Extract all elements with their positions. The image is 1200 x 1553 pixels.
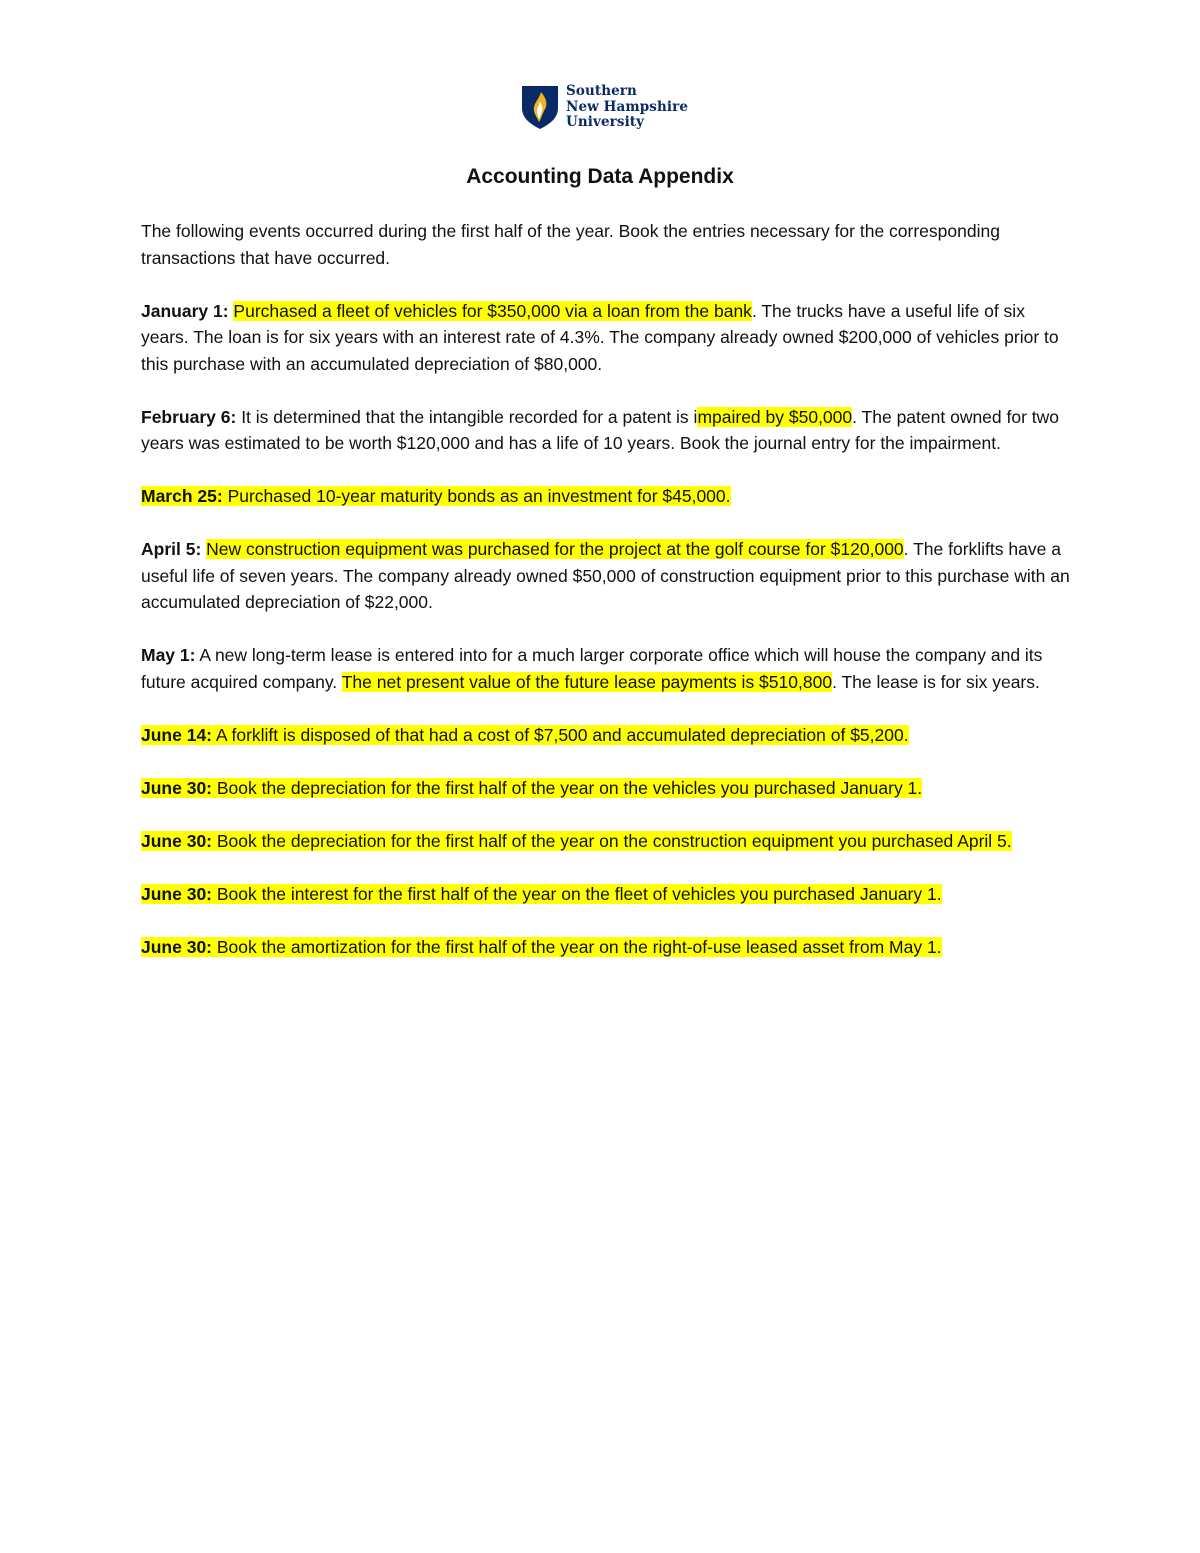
entry-text: Book the depreciation for the first half of the year on the vehicles you purchased January 1. <box>216 777 923 798</box>
entry-date-label: January 1: <box>141 300 229 321</box>
entry-text: . The patent owned for two years was estimated to be worth $120,000 and has a life of 10 years. Book the journal entry for the impairment. <box>141 406 1060 453</box>
entry-jun14 <box>141 722 1071 749</box>
entry-jun30-equipment-depreciation <box>141 828 1071 855</box>
entry-date-label: April 5: <box>141 539 202 559</box>
shield-flame-icon <box>520 84 560 130</box>
entry-text: Book the depreciation for the first half of the year on the construction equipment you purchased April 5. <box>216 830 1012 851</box>
entry-date-label: June 30: <box>141 777 212 798</box>
entry-date-label: June 14: <box>141 724 212 745</box>
entry-text: . The forklifts have a useful life of seven years. The company already owned $50,000 of construction equipment prior to this purchase with an accumulated depreciation of $22,000. <box>141 539 1070 612</box>
entry-jun30-interest <box>141 881 1071 908</box>
logo-line-3: University <box>566 114 645 130</box>
logo-line-2: New Hampshire <box>566 98 689 115</box>
highlighted-text: New construction equipment was purchased for the project at the golf course for $120,000 <box>206 539 904 559</box>
highlighted-entry <box>141 937 942 957</box>
highlighted-entry <box>141 778 922 798</box>
snhu-logo <box>520 84 688 131</box>
entry-text: . The lease is for six years. <box>832 671 1040 692</box>
entry-text: Book the amortization for the first half of the year on the right-of-use leased asset from May 1. <box>216 936 942 957</box>
highlighted-entry <box>141 725 909 745</box>
entry-jun30-vehicles-depreciation <box>141 775 1071 802</box>
entry-text: Purchased 10-year maturity bonds as an investment for $45,000. <box>227 486 731 506</box>
highlighted-entry <box>141 884 942 904</box>
entry-jan1 <box>141 298 1071 378</box>
document-body <box>141 218 1071 987</box>
highlighted-entry <box>141 831 1012 851</box>
logo-line-1: Southern <box>566 83 637 99</box>
entry-date-label: March 25: <box>141 486 223 506</box>
highlighted-text: Purchased a fleet of vehicles for $350,000 via a loan from the bank <box>233 300 752 321</box>
entry-mar25 <box>141 483 1071 510</box>
entry-date-label: June 30: <box>141 883 212 904</box>
entry-text: . The trucks have a useful life of six years. The loan is for six years with an interest rate of 4.3%. The company already owned $200,000 of vehicles prior to this purchase with an accumulated depreciation of $80,000. <box>141 300 1059 374</box>
highlighted-entry <box>141 486 731 506</box>
entry-may1 <box>141 642 1071 695</box>
entry-text: It is determined that the intangible recorded for a patent is i <box>241 406 698 427</box>
entry-feb6 <box>141 404 1071 457</box>
entry-jun30-amortization <box>141 934 1071 961</box>
entry-text: A forklift is disposed of that had a cost of $7,500 and accumulated depreciation of $5,200. <box>215 724 909 745</box>
entry-date-label: May 1: <box>141 645 196 665</box>
entry-date-label: June 30: <box>141 936 212 957</box>
entry-text: Book the interest for the first half of the year on the fleet of vehicles you purchased January 1. <box>216 883 942 904</box>
logo-wordmark <box>566 84 688 131</box>
entry-text: A new long-term lease is entered into for a much larger corporate office which will house the company and its future acquired company. <box>141 645 1043 692</box>
entry-apr5 <box>141 536 1071 616</box>
entry-date-label: June 30: <box>141 830 212 851</box>
highlighted-text: mpaired by $50,000 <box>697 406 853 427</box>
intro-paragraph: The following events occurred during the first half of the year. Book the entries necessary for the corresponding transactions that have occurred. <box>141 221 1000 268</box>
highlighted-text: The net present value of the future lease payments is $510,800 <box>341 671 833 692</box>
document-title: Accounting Data Appendix <box>466 165 734 188</box>
entry-date-label: February 6: <box>141 406 237 427</box>
